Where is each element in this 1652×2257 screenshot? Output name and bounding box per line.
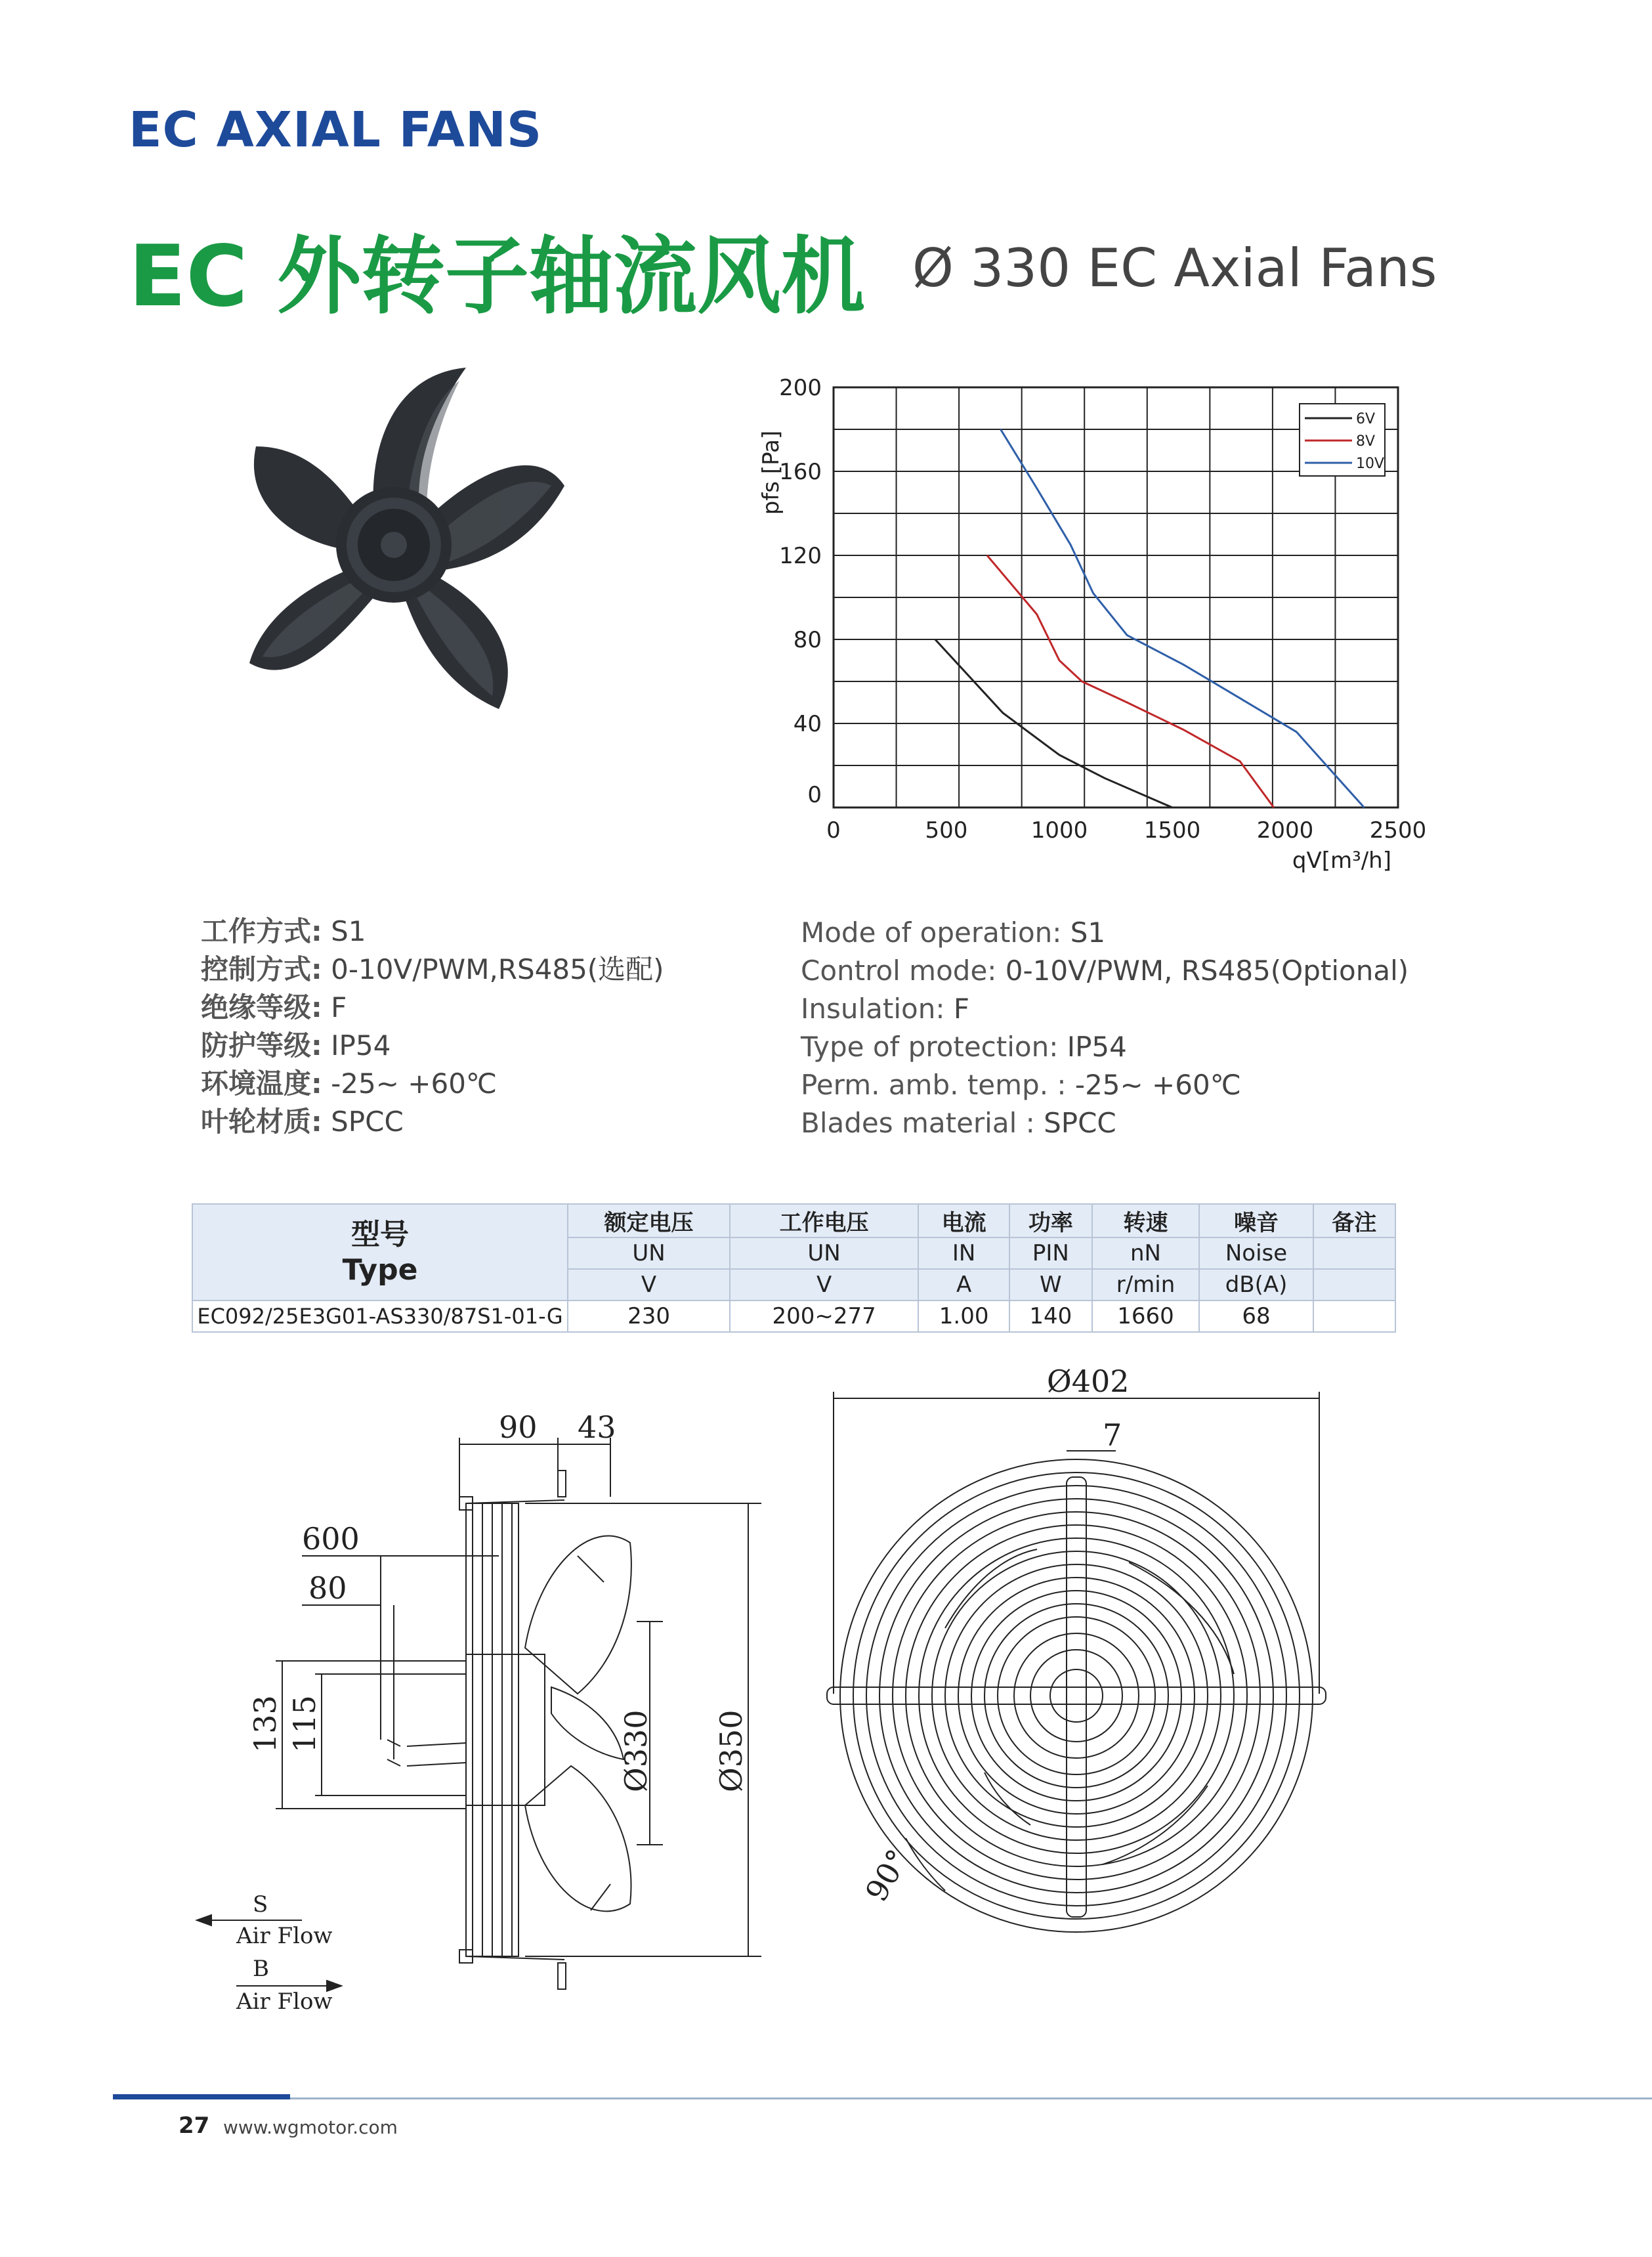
column-header: 噪音 bbox=[1199, 1204, 1313, 1237]
column-header: 工作电压 bbox=[730, 1204, 918, 1237]
column-symbol: Noise bbox=[1199, 1237, 1313, 1269]
spec-key: Perm. amb. temp. : bbox=[801, 1069, 1067, 1101]
spec-row bbox=[201, 951, 664, 989]
x-tick-label: 2500 bbox=[1369, 817, 1427, 844]
chart-legend bbox=[1300, 404, 1385, 476]
dim-350: Ø350 bbox=[713, 1709, 749, 1792]
column-header: 电流 bbox=[918, 1204, 1009, 1237]
y-tick-label: 80 bbox=[793, 627, 822, 653]
blade-outline bbox=[525, 1536, 631, 1694]
dim-600: 600 bbox=[302, 1521, 360, 1557]
airflow-s-label: Air Flow bbox=[236, 1923, 333, 1949]
pressure-flow-chart bbox=[748, 368, 1444, 880]
x-tick-label: 500 bbox=[925, 817, 968, 844]
column-symbol: UN bbox=[730, 1237, 918, 1269]
spec-key: Mode of operation: bbox=[801, 916, 1062, 949]
airflow-b-label: Air Flow bbox=[236, 1988, 333, 2015]
spec-key: 工作方式: bbox=[201, 915, 322, 947]
spec-row bbox=[201, 989, 664, 1027]
motor-body bbox=[466, 1654, 545, 1805]
y-tick-label: 200 bbox=[779, 375, 822, 401]
dim-43: 43 bbox=[578, 1409, 616, 1445]
spec-key: 环境温度: bbox=[201, 1067, 322, 1100]
x-tick-labels bbox=[826, 817, 1426, 844]
type-header-en: Type bbox=[342, 1253, 418, 1287]
column-header: 额定电压 bbox=[568, 1204, 730, 1237]
dim-7: 7 bbox=[1103, 1417, 1122, 1453]
blade-outline bbox=[525, 1766, 631, 1911]
legend-label: 10V bbox=[1356, 456, 1385, 472]
spec-row bbox=[801, 952, 1408, 990]
column-unit: dB(A) bbox=[1199, 1269, 1313, 1300]
column-unit: W bbox=[1009, 1269, 1091, 1300]
guard-ring bbox=[958, 1578, 1195, 1814]
y-tick-label: 120 bbox=[779, 543, 822, 569]
guard-ring bbox=[906, 1525, 1247, 1866]
type-header bbox=[192, 1204, 568, 1300]
spec-value: -25~ +60℃ bbox=[1066, 1069, 1241, 1101]
y-tick-label: 160 bbox=[779, 459, 822, 485]
guard-ring bbox=[971, 1591, 1181, 1801]
x-tick-label: 0 bbox=[826, 817, 841, 844]
column-unit: A bbox=[918, 1269, 1009, 1300]
spec-key: 叶轮材质: bbox=[201, 1106, 322, 1138]
category-heading: EC AXIAL FANS bbox=[129, 102, 543, 158]
spec-value: 0-10V/PWM, RS485(Optional) bbox=[996, 955, 1409, 987]
spec-row bbox=[801, 1104, 1408, 1142]
spec-value: -25~ +60℃ bbox=[322, 1067, 498, 1100]
fan-photo bbox=[197, 348, 591, 742]
column-symbol bbox=[1313, 1237, 1395, 1269]
specs-en-list bbox=[801, 914, 1408, 1142]
spec-value: F bbox=[944, 993, 970, 1025]
column-symbol: UN bbox=[568, 1237, 730, 1269]
dim-90deg: 90° bbox=[858, 1843, 916, 1908]
column-unit: V bbox=[568, 1269, 730, 1300]
column-unit: r/min bbox=[1092, 1269, 1200, 1300]
dim-402: Ø402 bbox=[1047, 1365, 1130, 1399]
spec-row bbox=[201, 1103, 664, 1141]
airflow-b-letter: B bbox=[253, 1956, 269, 1982]
guard-ring bbox=[919, 1538, 1234, 1853]
spec-value: SPCC bbox=[322, 1106, 404, 1138]
table-cell: 68 bbox=[1199, 1300, 1313, 1332]
dim-115: 115 bbox=[287, 1695, 322, 1753]
spec-row bbox=[201, 913, 664, 951]
guard-ring bbox=[879, 1499, 1273, 1893]
x-tick-label: 1000 bbox=[1030, 817, 1088, 844]
dim-90: 90 bbox=[499, 1409, 538, 1445]
column-symbol: nN bbox=[1092, 1237, 1200, 1269]
guard-ring bbox=[853, 1472, 1300, 1919]
footer-divider bbox=[113, 2097, 1652, 2099]
side-view-drawing bbox=[184, 1385, 827, 2029]
guard-ring bbox=[998, 1617, 1155, 1774]
guard-strut-vertical bbox=[1067, 1477, 1086, 1917]
spec-row bbox=[801, 1066, 1408, 1104]
motor-hub bbox=[1014, 1633, 1139, 1758]
spec-value: SPCC bbox=[1034, 1107, 1116, 1139]
dim-133: 133 bbox=[247, 1695, 283, 1753]
x-tick-label: 2000 bbox=[1256, 817, 1314, 844]
spec-value: S1 bbox=[1061, 916, 1106, 949]
spec-value: IP54 bbox=[322, 1029, 391, 1062]
dim-330: Ø330 bbox=[618, 1709, 654, 1792]
y-axis-label: pfs [Pa] bbox=[758, 430, 784, 515]
table-cell: 230 bbox=[568, 1300, 730, 1332]
spec-value: F bbox=[322, 991, 347, 1023]
spec-table bbox=[192, 1203, 1396, 1333]
column-symbol: IN bbox=[918, 1237, 1009, 1269]
footer-accent-bar bbox=[113, 2094, 290, 2099]
column-unit bbox=[1313, 1269, 1395, 1300]
spec-key: 控制方式: bbox=[201, 953, 322, 985]
legend-label: 6V bbox=[1356, 411, 1376, 427]
y-tick-label: 0 bbox=[807, 782, 822, 808]
dim-80: 80 bbox=[308, 1570, 347, 1606]
specs-cn-list bbox=[201, 913, 664, 1141]
table-cell: 1660 bbox=[1092, 1300, 1200, 1332]
spec-row bbox=[801, 1028, 1408, 1066]
column-header: 转速 bbox=[1092, 1204, 1200, 1237]
spec-row bbox=[201, 1065, 664, 1103]
spec-key: Insulation: bbox=[801, 993, 945, 1025]
spec-row bbox=[801, 990, 1408, 1028]
guard-ring bbox=[866, 1486, 1286, 1906]
column-header: 功率 bbox=[1009, 1204, 1091, 1237]
page-title-cn: EC 外转子轴流风机 bbox=[129, 228, 865, 326]
x-axis-label: qV[m³/h] bbox=[1292, 848, 1391, 874]
website-link[interactable]: www.wgmotor.com bbox=[223, 2117, 398, 2138]
table-cell: 140 bbox=[1009, 1300, 1091, 1332]
spec-key: Control mode: bbox=[801, 955, 997, 987]
column-unit: V bbox=[730, 1269, 918, 1300]
guard-ring bbox=[932, 1551, 1221, 1840]
table-cell: 200~277 bbox=[730, 1300, 918, 1332]
airflow-s-letter: S bbox=[253, 1891, 268, 1918]
page-number: 27 bbox=[179, 2113, 210, 2139]
legend-label: 8V bbox=[1356, 433, 1376, 450]
table-cell bbox=[1313, 1300, 1395, 1332]
type-header-cn: 型号 bbox=[351, 1217, 409, 1251]
x-tick-label: 1500 bbox=[1143, 817, 1201, 844]
spec-value: S1 bbox=[322, 915, 366, 947]
table-cell: 1.00 bbox=[918, 1300, 1009, 1332]
chart-series bbox=[935, 429, 1365, 807]
y-tick-label: 40 bbox=[793, 711, 822, 737]
spec-value: IP54 bbox=[1058, 1031, 1127, 1063]
column-symbol: PIN bbox=[1009, 1237, 1091, 1269]
spec-key: 防护等级: bbox=[201, 1029, 322, 1062]
cable bbox=[407, 1743, 466, 1766]
spec-row bbox=[201, 1027, 664, 1065]
guard-strut-horizontal bbox=[827, 1687, 1326, 1704]
guard-ring bbox=[893, 1512, 1260, 1880]
model-cell: EC092/25E3G01-AS330/87S1-01-G bbox=[192, 1300, 568, 1332]
page-title-en: Ø 330 EC Axial Fans bbox=[912, 238, 1437, 299]
guard-ring bbox=[985, 1604, 1168, 1788]
y-tick-labels bbox=[779, 375, 822, 808]
spec-row bbox=[801, 914, 1408, 952]
spec-key: Type of protection: bbox=[801, 1031, 1059, 1063]
front-view-drawing bbox=[814, 1365, 1339, 2022]
spec-value: 0-10V/PWM,RS485(选配) bbox=[322, 953, 664, 985]
spec-key: 绝缘等级: bbox=[201, 991, 322, 1023]
spec-key: Blades material : bbox=[801, 1107, 1035, 1139]
column-header: 备注 bbox=[1313, 1204, 1395, 1237]
